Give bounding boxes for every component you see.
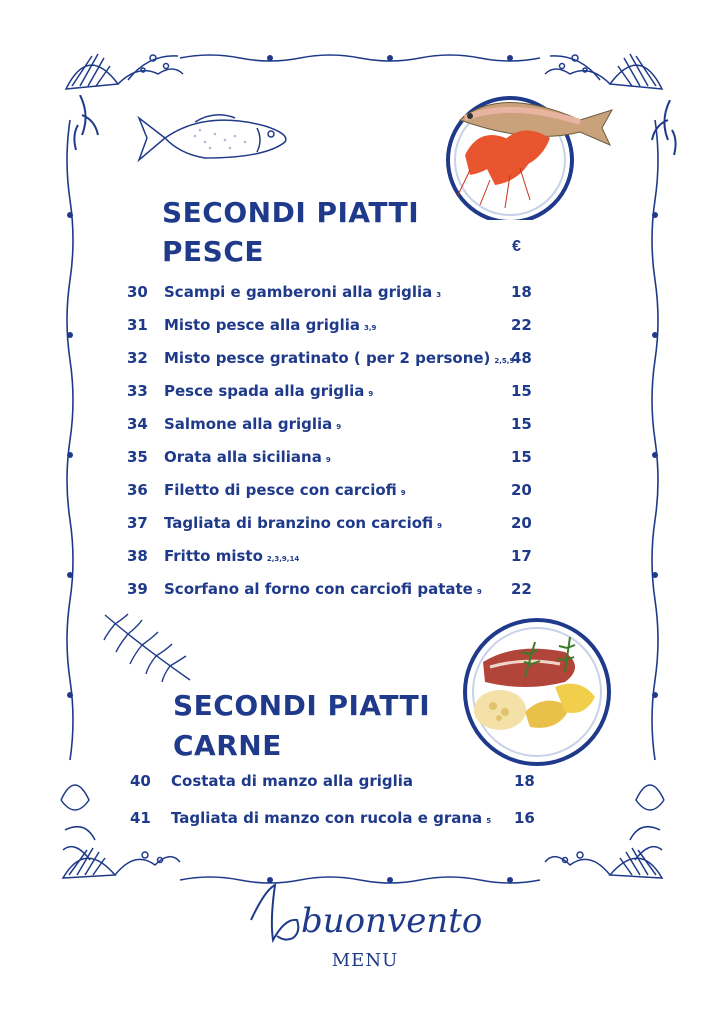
section-title-line1: SECONDI PIATTI [173, 689, 431, 722]
item-name [164, 316, 376, 334]
menu-item [127, 349, 537, 371]
item-number: 36 [127, 481, 148, 499]
menu-item [130, 809, 540, 831]
item-name-text: Misto pesce gratinato ( per 2 persone) [164, 349, 491, 367]
logo-script [245, 880, 485, 950]
section-title-line2: PESCE [162, 235, 264, 268]
item-allergens: 2,5,9 [494, 357, 515, 365]
item-allergens: 9 [400, 489, 406, 497]
item-allergens: 9 [368, 390, 374, 398]
item-name [164, 349, 514, 367]
menu-item [127, 580, 537, 602]
item-name-text: Costata di manzo alla griglia [171, 772, 414, 790]
item-name [164, 514, 442, 532]
item-price: 20 [511, 481, 532, 499]
item-name-text: Scorfano al forno con carciofi patate [164, 580, 473, 598]
coral-icon [640, 100, 680, 160]
item-number: 32 [127, 349, 148, 367]
item-name [164, 382, 373, 400]
item-price: 15 [511, 382, 532, 400]
item-allergens: 3 [436, 291, 442, 299]
item-name-text: Salmone alla griglia [164, 415, 333, 433]
item-number: 33 [127, 382, 148, 400]
item-allergens: 9 [476, 588, 482, 596]
item-name-text: Fritto misto [164, 547, 263, 565]
item-price: 48 [511, 349, 532, 367]
item-price: 17 [511, 547, 532, 565]
item-name-text: Filetto di pesce con carciofi [164, 481, 397, 499]
item-name-text: Tagliata di branzino con carciofi [164, 514, 434, 532]
brand-logo [245, 880, 485, 980]
menu-item [127, 514, 537, 536]
item-name-text: Tagliata di manzo con rucola e grana [171, 809, 483, 827]
item-price: 16 [514, 809, 535, 827]
item-price: 20 [511, 514, 532, 532]
item-allergens: 3,9 [364, 324, 377, 332]
currency-label: € [512, 238, 521, 255]
item-price: 15 [511, 415, 532, 433]
menu-item [127, 316, 537, 338]
item-number: 35 [127, 448, 148, 466]
menu-item [127, 382, 537, 404]
item-name [164, 580, 482, 598]
item-price: 18 [514, 772, 535, 790]
section-title-line1: SECONDI PIATTI [162, 196, 420, 229]
item-allergens: 2,3,9,14 [266, 555, 300, 563]
shell-icon [540, 770, 670, 890]
menu-item [127, 415, 537, 437]
item-name [164, 283, 441, 301]
item-number: 39 [127, 580, 148, 598]
item-name-text: Misto pesce alla griglia [164, 316, 360, 334]
item-number: 37 [127, 514, 148, 532]
item-name-text: Pesce spada alla griglia [164, 382, 365, 400]
menu-item [127, 481, 537, 503]
seafood-plate-icon [440, 80, 620, 220]
menu-item [130, 772, 540, 794]
item-name-text: Orata alla siciliana [164, 448, 322, 466]
rosemary-icon [100, 610, 195, 685]
fish-icon [135, 108, 295, 168]
item-allergens: 9 [325, 456, 331, 464]
item-price: 22 [511, 580, 532, 598]
meat-plate-icon [455, 612, 620, 772]
menu-item [127, 448, 537, 470]
item-number: 34 [127, 415, 148, 433]
item-number: 38 [127, 547, 148, 565]
item-name [164, 415, 341, 433]
item-name-text: Scampi e gamberoni alla griglia [164, 283, 433, 301]
item-price: 15 [511, 448, 532, 466]
logo-subtitle: MENU [331, 950, 399, 971]
item-price: 18 [511, 283, 532, 301]
item-allergens: 9 [336, 423, 342, 431]
logo-text: buonvento [301, 901, 483, 941]
item-allergens: 5 [486, 817, 492, 825]
item-number: 31 [127, 316, 148, 334]
item-name [164, 547, 299, 565]
item-allergens: 9 [437, 522, 443, 530]
item-number: 41 [130, 809, 151, 827]
item-number: 30 [127, 283, 148, 301]
item-name [164, 448, 331, 466]
menu-item [127, 547, 537, 569]
coral-icon [70, 95, 110, 155]
menu-item [127, 283, 537, 305]
item-number: 40 [130, 772, 151, 790]
item-name [171, 809, 491, 827]
item-name [171, 772, 417, 790]
section-title-line2: CARNE [173, 729, 282, 762]
item-price: 22 [511, 316, 532, 334]
item-name [164, 481, 406, 499]
